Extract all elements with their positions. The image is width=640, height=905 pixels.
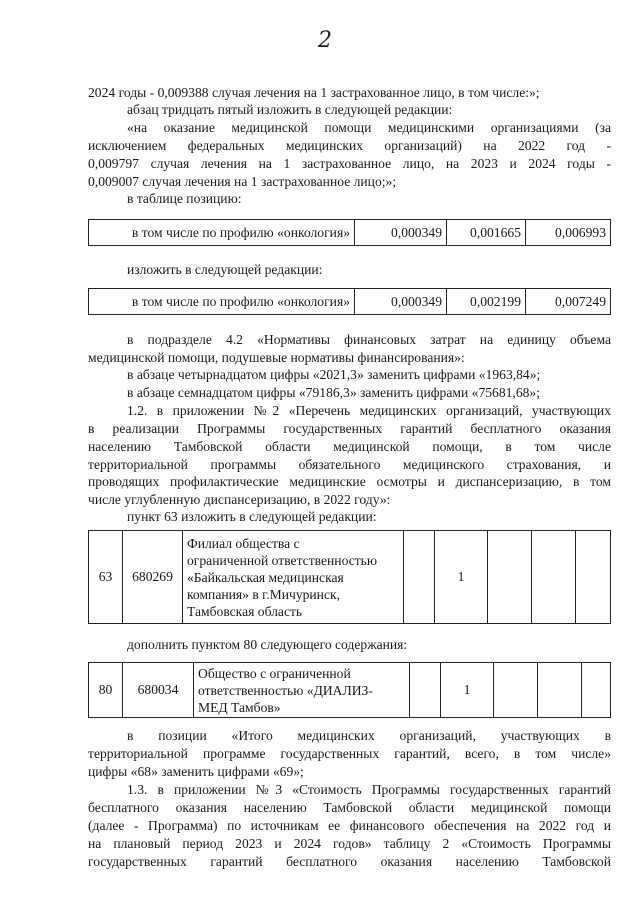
table-cell-empty (538, 663, 582, 718)
table-cell-empty (410, 663, 441, 718)
text-line: в абзаце четырнадцатом цифры «2021,3» заменить цифрами «1963,84»; (127, 367, 541, 382)
page-number: 2 (318, 28, 332, 53)
text-line: 2024 годы - 0,009388 случая лечения на 1 застрахованное лицо, в том числе:»; (88, 85, 540, 100)
text-line: исключением федеральных медицинских организаций) на 2022 год - (88, 138, 611, 153)
text-line: в позиции «Итого медицинских организаций, участвующих в (127, 728, 611, 743)
text-line: в реализации Программы государственных гарантий бесплатного оказания (88, 421, 611, 436)
table-cell-code: 680269 (123, 531, 183, 624)
table-cell-code: 680034 (123, 663, 194, 718)
table-row (89, 663, 611, 718)
table-cell-value: 0,001665 (447, 220, 526, 246)
text-line: в таблице позицию: (127, 191, 242, 206)
table-cell-value: 0,002199 (447, 289, 526, 315)
table-cell-label: в том числе по профилю «онкология» (89, 289, 355, 315)
text-line: проводящих профилактические медицинские осмотры и диспансеризацию, в том (88, 474, 611, 489)
table-cell-value: 0,000349 (355, 220, 447, 246)
text-line: территориальной программы обязательного медицинского страхования, и (88, 457, 611, 472)
table-row-80 (88, 662, 611, 718)
text-line: изложить в следующей редакции: (127, 262, 323, 277)
text-line: в подразделе 4.2 «Нормативы финансовых затрат на единицу объема (127, 332, 611, 347)
name-line: ответственностью «ДИАЛИЗ- (198, 682, 373, 698)
table-cell-name (183, 531, 404, 624)
table-cell-value: 0,007249 (526, 289, 611, 315)
text-line: в абзаце семнадцатом цифры «79186,3» заменить цифрами «75681,68»; (127, 385, 540, 400)
text-line: 1.3. в приложении №3 «Стоимость Программы государственных гарантий (127, 782, 611, 797)
table-cell-value: 0,006993 (526, 220, 611, 246)
name-line: МЕД Тамбов» (198, 699, 281, 715)
table-cell-number: 80 (89, 663, 123, 718)
table-cell-mark: 1 (435, 531, 488, 624)
text-line: медицинской помощи, подушевые нормативы финансирования»: (88, 350, 465, 365)
table-cell-empty (488, 531, 532, 624)
name-line: Филиал общества с (187, 535, 300, 551)
table-cell-empty (582, 663, 611, 718)
text-line: 1.2. в приложении №2 «Перечень медицинских организаций, участвующих (127, 403, 611, 418)
table-cell-empty (404, 531, 435, 624)
table-cell-empty (576, 531, 611, 624)
text-line: 0,009797 случая лечения на 1 застрахованное лицо, на 2023 и 2024 годы - (88, 156, 611, 171)
text-line: населению Тамбовской области медицинской помощи, в том числе (88, 439, 611, 454)
text-line: государственных гарантий бесплатного оказания населению Тамбовской (88, 854, 611, 869)
table-cell-empty (494, 663, 538, 718)
table-cell-empty (532, 531, 576, 624)
table-cell-label: в том числе по профилю «онкология» (89, 220, 355, 246)
table-row (89, 220, 611, 246)
table-cell-value: 0,000349 (355, 289, 447, 315)
name-line: ограниченной ответственностью (187, 552, 378, 568)
text-line: числе углубленную диспансеризацию, в 2022 году»: (88, 492, 391, 507)
text-line: цифры «68» заменить цифрами «69»; (88, 764, 304, 779)
text-line: территориальной программе государственных гарантий, всего, в том числе» (88, 746, 611, 761)
text-line: бесплатного оказания населению Тамбовской области медицинской помощи (88, 800, 611, 815)
name-line: «Байкальская медицинская (187, 569, 344, 585)
name-line: Общество с ограниченной (198, 665, 351, 681)
name-line: Тамбовская область (187, 603, 303, 619)
text-line: на плановый период 2023 и 2024 годов» таблицу 2 «Стоимость Программы (88, 836, 611, 851)
name-line: компания» в г.Мичуринск, (187, 586, 340, 602)
text-line: 0,009007 случая лечения на 1 застрахованное лицо;»; (88, 174, 397, 189)
table-new-position (88, 288, 611, 315)
table-row (89, 531, 611, 624)
text-line: дополнить пунктом 80 следующего содержания: (127, 637, 408, 652)
table-row-63 (88, 530, 611, 624)
text-line: (далее - Программа) по источникам ее финансового обеспечения на 2022 год и (88, 818, 611, 833)
text-line: «на оказание медицинской помощи медицинскими организациями (за (127, 120, 611, 135)
text-line: пункт 63 изложить в следующей редакции: (127, 509, 377, 524)
table-row (89, 289, 611, 315)
table-cell-mark: 1 (441, 663, 494, 718)
table-cell-name (194, 663, 410, 718)
table-cell-number: 63 (89, 531, 123, 624)
table-old-position (88, 219, 611, 246)
text-line: абзац тридцать пятый изложить в следующей редакции: (127, 102, 453, 117)
